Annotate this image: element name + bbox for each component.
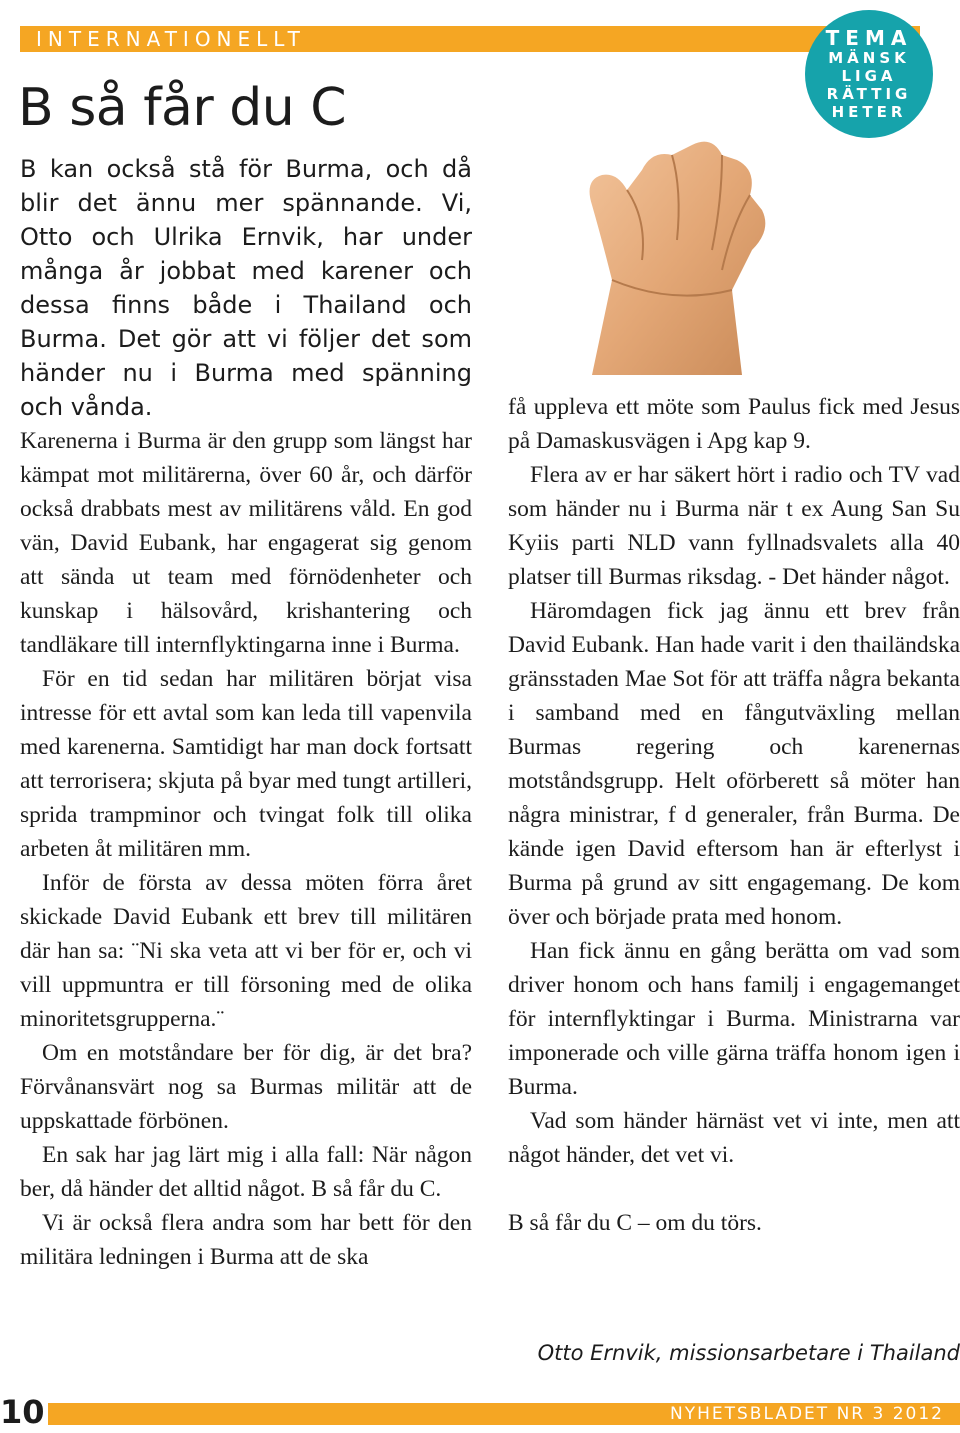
article-title: B så får du C	[18, 78, 347, 138]
badge-line-2: MÄNSK	[828, 49, 910, 67]
paragraph: Om en motståndare ber för dig, är det bra? Förvånansvärt nog sa Burmas militär att de uppskattade förbönen.	[20, 1040, 472, 1134]
spacer	[508, 1172, 960, 1206]
closing-line: B så får du C – om du törs.	[508, 1210, 762, 1236]
paragraph: Han fick ännu en gång berätta om vad som driver honom och hans familj i engagemanget för internflyktingar i Burma. Ministrarna var imponerade och ville gärna träffa honom igen i Burma.	[508, 938, 960, 1100]
paragraph: få uppleva ett möte som Paulus fick med Jesus på Damaskusvägen i Apg kap 9.	[508, 394, 960, 454]
badge-line-1: TEMA	[825, 26, 913, 50]
page-number: 10	[0, 1393, 45, 1431]
article-intro: B kan också stå för Burma, och då blir det ännu mer spännande. Vi, Otto och Ulrika Ernvik, har under många år jobbat med karener och dessa finns både i Thailand och Burma. Det gör att vi följer det som händer nu i Burma med spänning och vånda.	[20, 155, 472, 421]
paragraph: Flera av er har säkert hört i radio och TV vad som händer nu i Burma när t ex Aung San Su Kyiis parti NLD vann fyllnadsvalets alla 40 platser till Burmas riksdag. - Det händer något.	[508, 462, 960, 590]
paragraph: För en tid sedan har militären börjat visa intresse för ett avtal som kan leda till vapenvila med karenerna. Samtidigt har man dock fortsatt att terrorisera; skjuta på byar med tungt artilleri, sprida trampminor och tvingat folk till olika arbeten åt militären mm.	[20, 666, 472, 862]
paragraph: Vi är också flera andra som har bett för den militära ledningen i Burma att de ska	[20, 1210, 472, 1270]
right-column	[508, 390, 960, 1240]
author-byline: Otto Ernvik, missionsarbetare i Thailand	[537, 1341, 960, 1365]
paragraph: Inför de första av dessa möten förra året skickade David Eubank ett brev till militären där han sa: ¨Ni ska veta att vi ber för er, och vi vill uppmuntra er till försoning med de olika minoritetsgrupperna.¨	[20, 870, 472, 1032]
badge-line-4: RÄTTIG	[826, 85, 912, 103]
section-label: INTERNATIONELLT	[36, 27, 306, 51]
paragraph: Karenerna i Burma är den grupp som längst har kämpat mot militärerna, över 60 år, och därför också drabbats mest av militärens våld. En god vän, David Eubank, har engagerat sig genom att sända ut team med förnödenheter och kunskap i hälsovård, krishantering och tandläkare till internflyktingarna inne i Burma.	[20, 428, 472, 658]
theme-badge	[805, 10, 933, 138]
praying-hands-photo	[572, 130, 782, 375]
publication-label: NYHETSBLADET NR 3 2012	[670, 1404, 944, 1424]
paragraph: Vad som händer härnäst vet vi inte, men att något händer, det vet vi.	[508, 1108, 960, 1168]
paragraph: En sak har jag lärt mig i alla fall: När någon ber, då händer det alltid något. B så får du C.	[20, 1142, 472, 1202]
paragraph: Häromdagen fick jag ännu ett brev från David Eubank. Han hade varit i den thailändska gränsstaden Mae Sot för att träffa några bekanta i samband med en fångutväxling mellan Burmas regering och karenernas motståndsgrupp. Helt oförberett så möter han några ministrar, f d generaler, från Burma. De kände igen David eftersom han är efterlyst i Burma på grund av sitt engagemang. De kom över och började prata med honom.	[508, 598, 960, 930]
badge-line-5: HETER	[831, 103, 907, 121]
badge-line-3: LIGA	[841, 67, 897, 85]
left-column	[20, 424, 472, 1274]
